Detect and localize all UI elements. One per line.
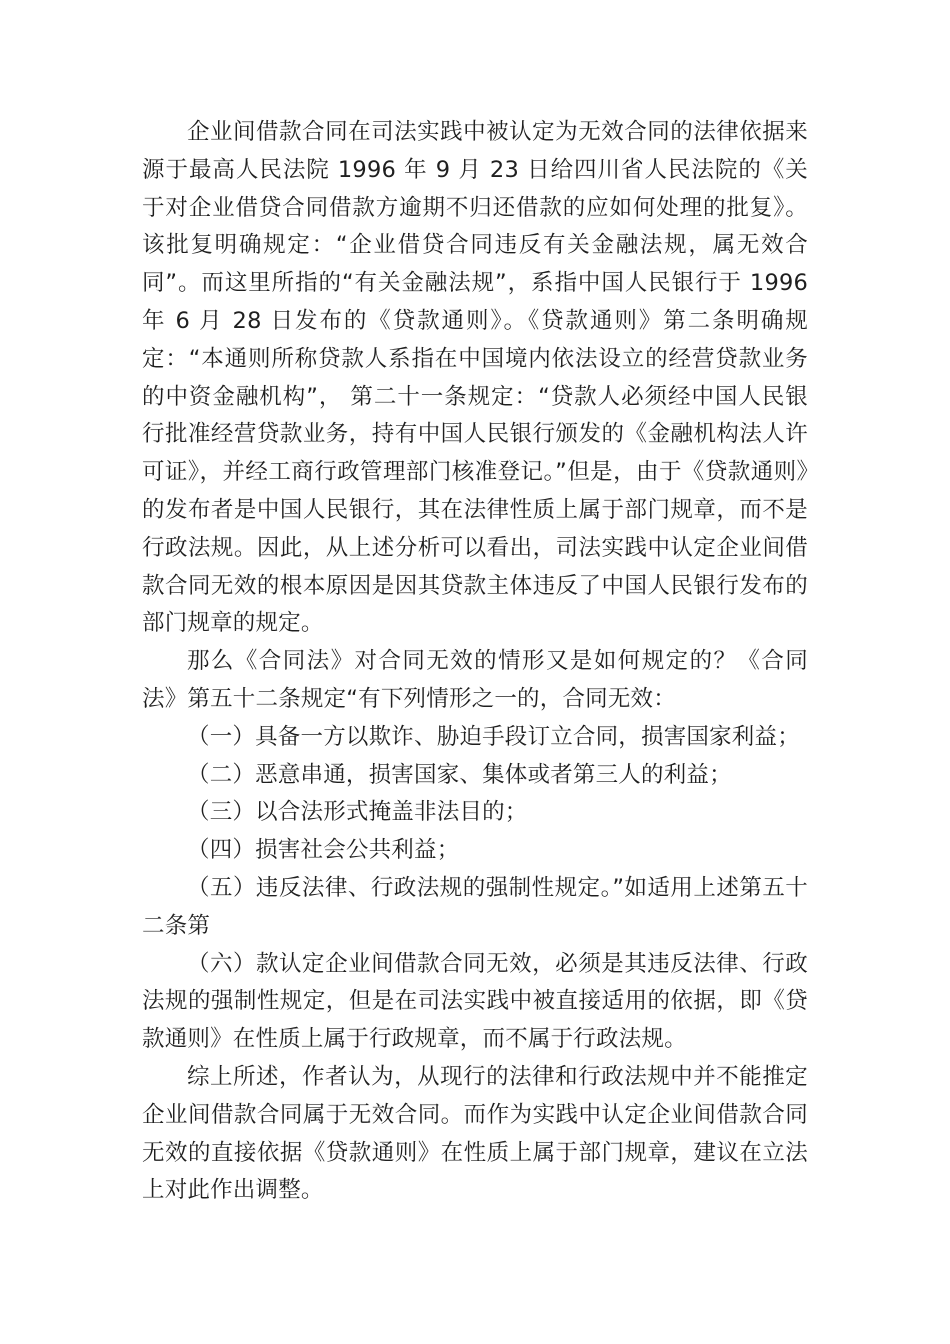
paragraph-legal-basis: 企业间借款合同在司法实践中被认定为无效合同的法律依据来源于最高人民法院 1996 年 9 月 23 日给四川省人民法院的《关于对企业借贷合同借款方逾期不归还借款的应如何处理的批复》。该批复明确规定：“企业借贷合同违反有关金融法规，属无效合同”。而这里所指的“有关金融法规”，系指中国人民银行于 1996 年 6 月 28 日发布的《贷款通则》。《贷款通则》第二条明确规定：“本通则所称贷款人系指在中国境内依法设立的经营贷款业务的中资金融机构”， 第二十一条规定：“贷款人必须经中国人民银行批准经营贷款业务，持有中国人民银行颁发的《金融机构法人许可证》，并经工商行政管理部门核准登记。”但是，由于《贷款通则》的发布者是中国人民银行，其在法律性质上属于部门规章，而不是行政法规。因此，从上述分析可以看出，司法实践中认定企业间借款合同无效的根本原因是因其贷款主体违反了中国人民银行发布的部门规章的规定。: [142, 119, 808, 637]
document-body: [142, 114, 808, 1210]
list-item-2: （二）恶意串通，损害国家、集体或者第三人的利益；: [187, 761, 732, 788]
list-item-3: （三）以合法形式掩盖非法目的；: [187, 799, 528, 826]
paragraph-contract-law-question: 那么《合同法》对合同无效的情形又是如何规定的？《合同法》第五十二条规定“有下列情形之一的，合同无效：: [142, 648, 808, 712]
list-item-1: （一）具备一方以欺诈、胁迫手段订立合同，损害国家利益；: [187, 723, 800, 750]
list-item-4: （四）损害社会公共利益；: [187, 837, 460, 864]
list-item-6: （六）款认定企业间借款合同无效，必须是其违反法律、行政法规的强制性规定，但是在司法实践中被直接适用的依据，即《贷款通则》在性质上属于行政规章，而不属于行政法规。: [142, 950, 808, 1053]
list-item-5: （五）违反法律、行政法规的强制性规定。”如适用上述第五十二条第: [142, 874, 808, 939]
paragraph-conclusion: 综上所述，作者认为，从现行的法律和行政法规中并不能推定企业间借款合同属于无效合同。而作为实践中认定企业间借款合同无效的直接依据《贷款通则》在性质上属于部门规章，建议在立法上对此作出调整。: [142, 1063, 808, 1204]
